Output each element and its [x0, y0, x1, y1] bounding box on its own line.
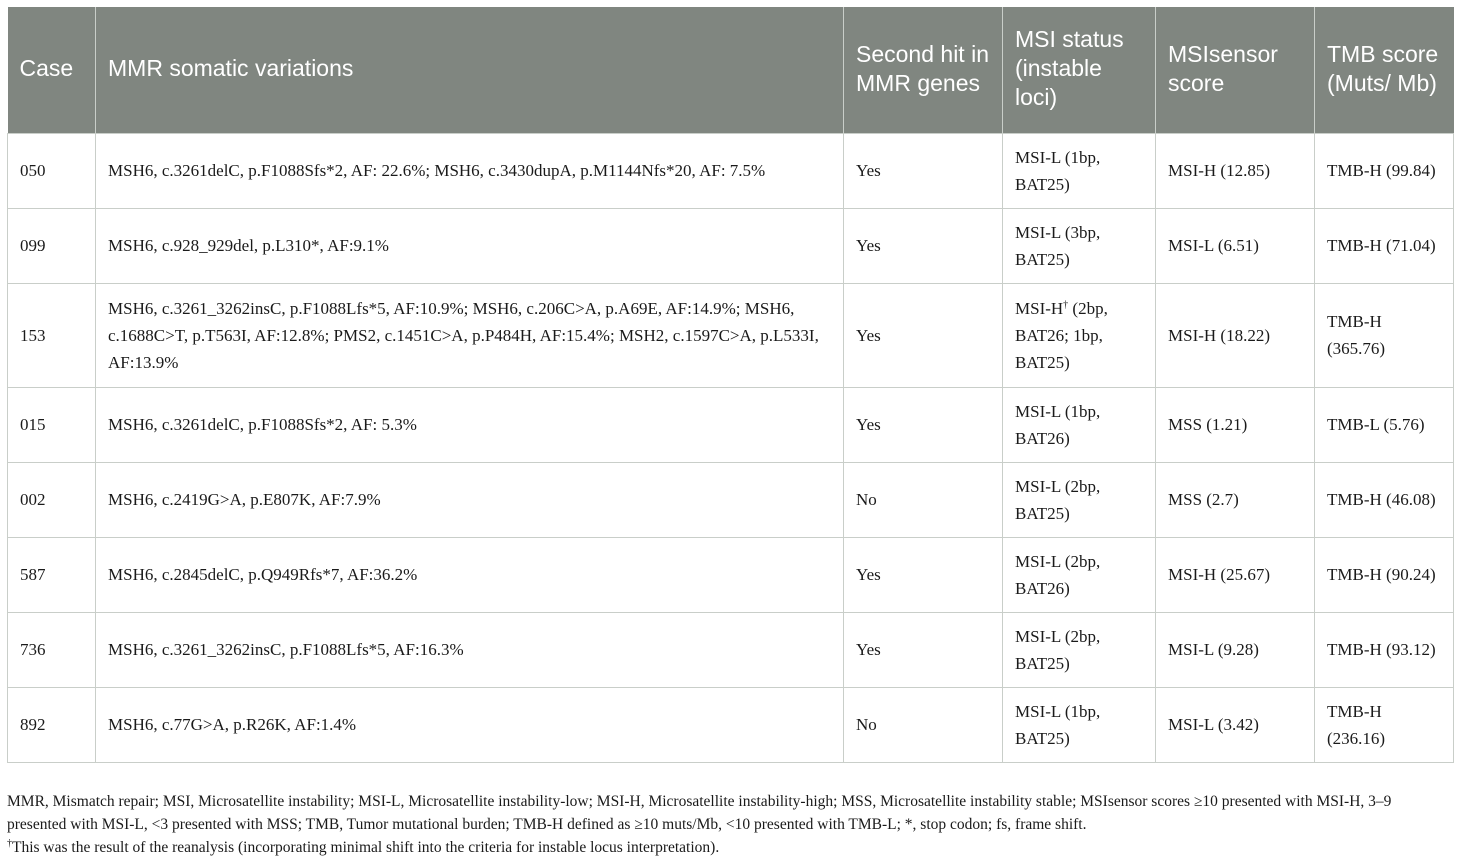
header-row: [8, 7, 1454, 133]
cell-msisensor: MSS (1.21): [1156, 387, 1315, 462]
cell-variations: MSH6, c.3261delC, p.F1088Sfs*2, AF: 22.6%; MSH6, c.3430dupA, p.M1144Nfs*20, AF: 7.5%: [96, 133, 844, 208]
cell-second-hit: Yes: [844, 133, 1003, 208]
cell-case: 050: [8, 133, 96, 208]
table-footnote: [7, 790, 1453, 859]
header-msi-status: MSI status (instable loci): [1003, 7, 1156, 133]
cell-tmb: TMB-H (90.24): [1315, 537, 1454, 612]
cell-variations: MSH6, c.77G>A, p.R26K, AF:1.4%: [96, 687, 844, 762]
cell-msisensor: MSI-L (6.51): [1156, 208, 1315, 283]
table-row: [8, 537, 1454, 612]
cell-msisensor: MSI-H (25.67): [1156, 537, 1315, 612]
msi-status-rest: (2bp, BAT26; 1bp, BAT25): [1015, 298, 1108, 372]
cell-msi-status: [1003, 283, 1156, 387]
msi-status-prefix: MSI-H: [1015, 298, 1064, 318]
cell-tmb: TMB-H (365.76): [1315, 283, 1454, 387]
cell-msi-status: MSI-L (3bp, BAT25): [1003, 208, 1156, 283]
cell-case: 002: [8, 462, 96, 537]
cell-second-hit: Yes: [844, 612, 1003, 687]
cell-variations: MSH6, c.3261_3262insC, p.F1088Lfs*5, AF:16.3%: [96, 612, 844, 687]
cell-msi-status: MSI-L (1bp, BAT26): [1003, 387, 1156, 462]
dagger-mark: †: [1063, 298, 1069, 310]
cell-second-hit: Yes: [844, 387, 1003, 462]
cell-msi-status: MSI-L (1bp, BAT25): [1003, 133, 1156, 208]
cell-case: 587: [8, 537, 96, 612]
cell-case: 015: [8, 387, 96, 462]
cell-msisensor: MSS (2.7): [1156, 462, 1315, 537]
table-row: [8, 387, 1454, 462]
cell-case: 099: [8, 208, 96, 283]
footnote-abbreviations: MMR, Mismatch repair; MSI, Microsatellite instability; MSI-L, Microsatellite instability-low; MSI-H, Microsatellite instability-high; MSS, Microsatellite instability stable; MSIsensor scores ≥10 presented with MSI-H, 3–9 presented with MSI-L, <3 presented with MSS; TMB, Tumor mutational burden; TMB-H defined as ≥10 muts/Mb, <10 presented with TMB-L; *, stop codon; fs, frame shift.: [7, 793, 1392, 833]
table-row: [8, 687, 1454, 762]
table-row: [8, 283, 1454, 387]
cell-msisensor: MSI-H (12.85): [1156, 133, 1315, 208]
header-case: Case: [8, 7, 96, 133]
dagger-mark: †: [7, 837, 12, 849]
table-container: [7, 7, 1453, 763]
cell-case: 153: [8, 283, 96, 387]
cell-variations: MSH6, c.3261_3262insC, p.F1088Lfs*5, AF:10.9%; MSH6, c.206C>A, p.A69E, AF:14.9%; MSH6, c.1688C>T, p.T563I, AF:12.8%; PMS2, c.1451C>A, p.P484H, AF:15.4%; MSH2, c.1597C>A, p.L533I, AF:13.9%: [96, 283, 844, 387]
cell-second-hit: Yes: [844, 537, 1003, 612]
cell-msisensor: MSI-L (9.28): [1156, 612, 1315, 687]
table-row: [8, 462, 1454, 537]
cell-case: 892: [8, 687, 96, 762]
footnote-dagger-text: This was the result of the reanalysis (incorporating minimal shift into the criteria for instable locus interpretation).: [12, 839, 720, 856]
cell-variations: MSH6, c.2419G>A, p.E807K, AF:7.9%: [96, 462, 844, 537]
cell-msi-status: MSI-L (2bp, BAT25): [1003, 462, 1156, 537]
footnote-dagger: [7, 836, 1453, 859]
cell-tmb: TMB-H (99.84): [1315, 133, 1454, 208]
cell-tmb: TMB-H (236.16): [1315, 687, 1454, 762]
cell-second-hit: Yes: [844, 283, 1003, 387]
cell-tmb: TMB-H (93.12): [1315, 612, 1454, 687]
cell-tmb: TMB-H (71.04): [1315, 208, 1454, 283]
cell-case: 736: [8, 612, 96, 687]
header-msisensor: MSIsensor score: [1156, 7, 1315, 133]
header-variations: MMR somatic variations: [96, 7, 844, 133]
cell-msisensor: MSI-L (3.42): [1156, 687, 1315, 762]
cell-variations: MSH6, c.928_929del, p.L310*, AF:9.1%: [96, 208, 844, 283]
cell-variations: MSH6, c.2845delC, p.Q949Rfs*7, AF:36.2%: [96, 537, 844, 612]
cell-msi-status: MSI-L (1bp, BAT25): [1003, 687, 1156, 762]
cell-msi-status: MSI-L (2bp, BAT26): [1003, 537, 1156, 612]
cell-msisensor: MSI-H (18.22): [1156, 283, 1315, 387]
table-row: [8, 133, 1454, 208]
cell-tmb: TMB-L (5.76): [1315, 387, 1454, 462]
cell-tmb: TMB-H (46.08): [1315, 462, 1454, 537]
cell-variations: MSH6, c.3261delC, p.F1088Sfs*2, AF: 5.3%: [96, 387, 844, 462]
results-table: [7, 7, 1454, 763]
header-second-hit: Second hit in MMR genes: [844, 7, 1003, 133]
cell-msi-status: MSI-L (2bp, BAT25): [1003, 612, 1156, 687]
header-tmb: TMB score (Muts/ Mb): [1315, 7, 1454, 133]
table-row: [8, 208, 1454, 283]
table-row: [8, 612, 1454, 687]
cell-second-hit: No: [844, 462, 1003, 537]
cell-second-hit: Yes: [844, 208, 1003, 283]
cell-second-hit: No: [844, 687, 1003, 762]
